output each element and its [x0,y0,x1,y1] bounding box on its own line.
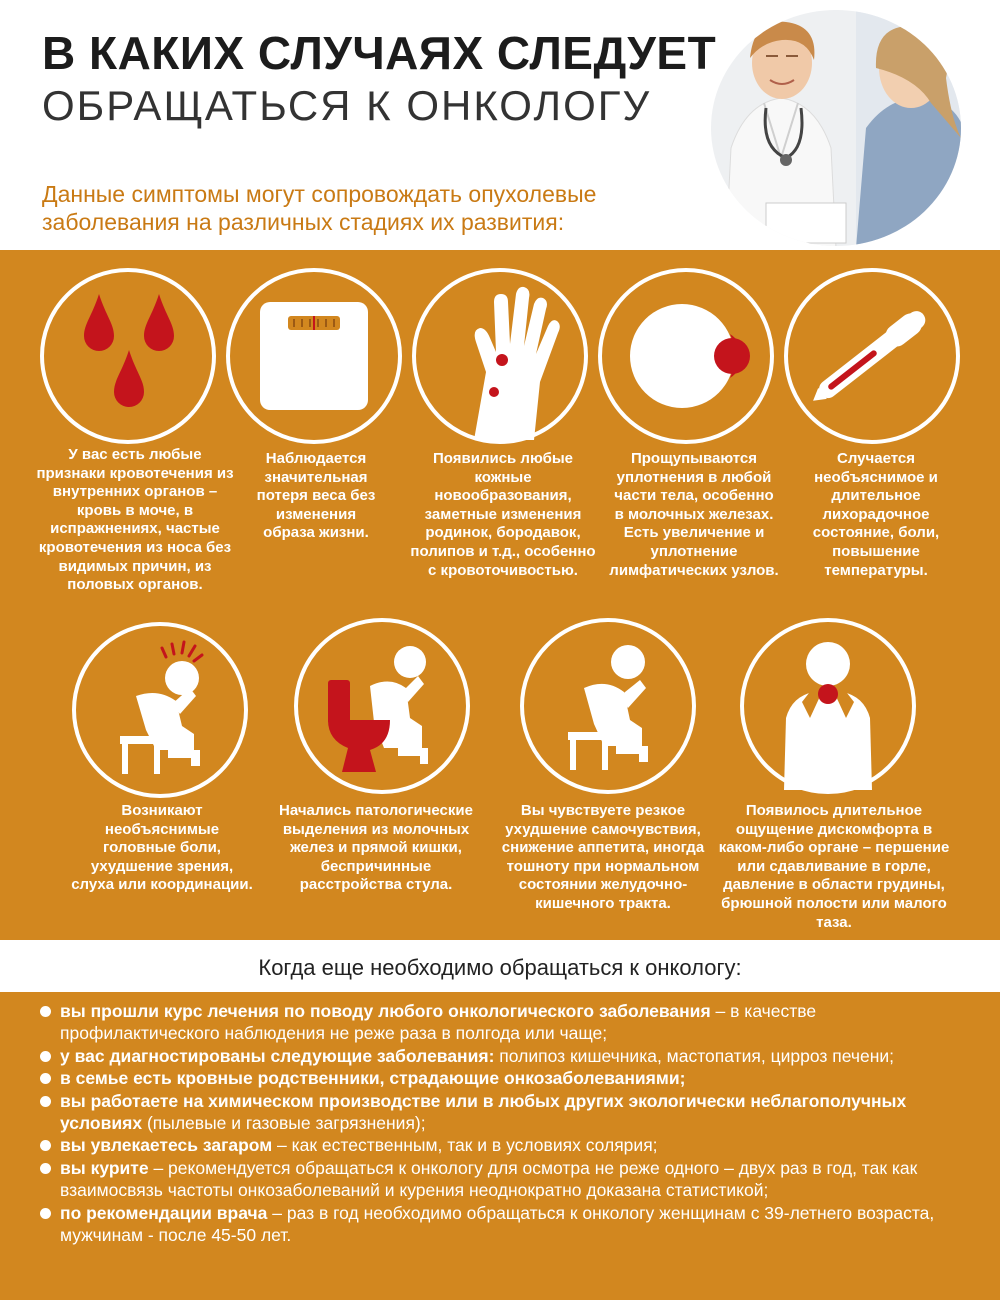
page-title: В КАКИХ СЛУЧАЯХ СЛЕДУЕТ [42,27,717,79]
item-text: – рекомендуется обращаться к онкологу для осмотра не реже одного – двух раз в год, так как взаимосвязь частоты онкозаболеваний и курения неоднократно доказана статистикой; [60,1157,918,1201]
list-item [40,1202,970,1247]
list-item [40,1157,970,1202]
symptom-caption: Прощупываются уплотнения в любой части тела, особенно в молочных железах. Есть увеличение и уплотнение лимфатических узлов. [609,450,779,579]
throat-icon [744,622,912,790]
item-bold: вы увлекаетесь загаром [60,1135,273,1156]
list-item [40,1067,970,1089]
symptom-circle-headache [72,622,248,798]
item-bold: вы курите [60,1157,149,1178]
symptom-circle-discharge [294,618,470,794]
item-text: – в качестве профилактического наблюдения не реже раза в полгода или чаще; [60,1001,817,1044]
doctor-photo [706,8,966,248]
thermometer-icon [788,272,956,440]
list-item [40,1090,970,1135]
item-text: полипоз кишечника, мастопатия, цирроз печени; [494,1045,895,1066]
symptom-caption: Появилось длительное ощущение дискомфорта в каком-либо органе – першение или сдавливание в горле, давление в области грудины, брюшной полости или малого таза. [718,802,950,931]
section-title: Когда еще необходимо обращаться к онкологу: [258,955,742,980]
item-bold: вы работаете на химическом производстве или в любых других экологически неблагополучных условиях [60,1090,907,1134]
symptom-caption: У вас есть любые признаки кровотечения из внутренних органов – кровь в моче, в испражнениях, частые кровотечения из носа без видимых причин, из половых органов. [36,446,234,594]
headache-icon [76,626,244,794]
bullet-dot [40,1140,51,1151]
symptom-circle-fever [784,268,960,444]
recommendations-list [40,1000,970,1246]
symptom-circle-skin [412,268,588,444]
bullet-dot [40,1096,51,1107]
bullet-dot [40,1073,51,1084]
list-item [40,1134,970,1156]
item-bold: вы прошли курс лечения по поводу любого онкологического заболевания [60,1001,711,1021]
header [0,0,1000,250]
bullet-dot [40,1051,51,1062]
toilet-icon [298,622,466,790]
lump-icon [602,272,770,440]
page-subtitle: ОБРАЩАТЬСЯ К ОНКОЛОГУ [42,82,652,129]
list-item [40,1045,970,1067]
bullet-dot [40,1006,51,1017]
item-text: – раз в год необходимо обращаться к онкологу женщинам с 39-летнего возраста, мужчинам - после 45-50 лет. [60,1202,935,1246]
symptom-circle-malaise [520,618,696,794]
hand-icon [416,272,584,440]
symptom-caption: Начались патологические выделения из молочных желез и прямой кишки, беспричинные расстройства стула. [279,802,473,894]
symptom-caption: Возникают необъяснимые головные боли, ухудшение зрения, слуха или координации. [71,802,253,894]
item-bold: у вас диагностированы следующие заболевания: [60,1045,495,1066]
bullet-dot [40,1208,51,1219]
bullet-dot [40,1163,51,1174]
sick-person-icon [524,622,692,790]
symptom-caption: Наблюдается значительная потеря веса без изменения образа жизни. [256,450,376,542]
symptom-caption: Появились любые кожные новообразования, заметные изменения родинок, бородавок, полипов и т.д., особенно с кровоточивостью. [410,450,596,579]
item-text: – как естественным, так и в условиях солярия; [272,1135,658,1156]
item-text: (пылевые и газовые загрязнения); [142,1113,426,1134]
symptom-circle-discomfort [740,618,916,794]
item-bold: в семье есть кровные родственники, страдающие онкозаболеваниями; [60,1068,686,1089]
blood-drops-icon [44,272,212,440]
symptom-circle-bleeding [40,268,216,444]
symptom-circle-lump [598,268,774,444]
list-item [40,1000,970,1045]
scale-icon [230,272,398,440]
intro-text: Данные симптомы могут сопровождать опухолевые заболевания на различных стадиях их развития: [42,181,597,235]
symptom-circle-weight [226,268,402,444]
item-bold: по рекомендации врача [60,1202,268,1223]
symptom-caption: Случается необъяснимое и длительное лихорадочное состояние, боли, повышение температуры. [812,450,940,579]
symptom-caption: Вы чувствуете резкое ухудшение самочувствия, снижение аппетита, иногда тошноту при нормальном состоянии желудочно-кишечного тракта. [501,802,705,912]
